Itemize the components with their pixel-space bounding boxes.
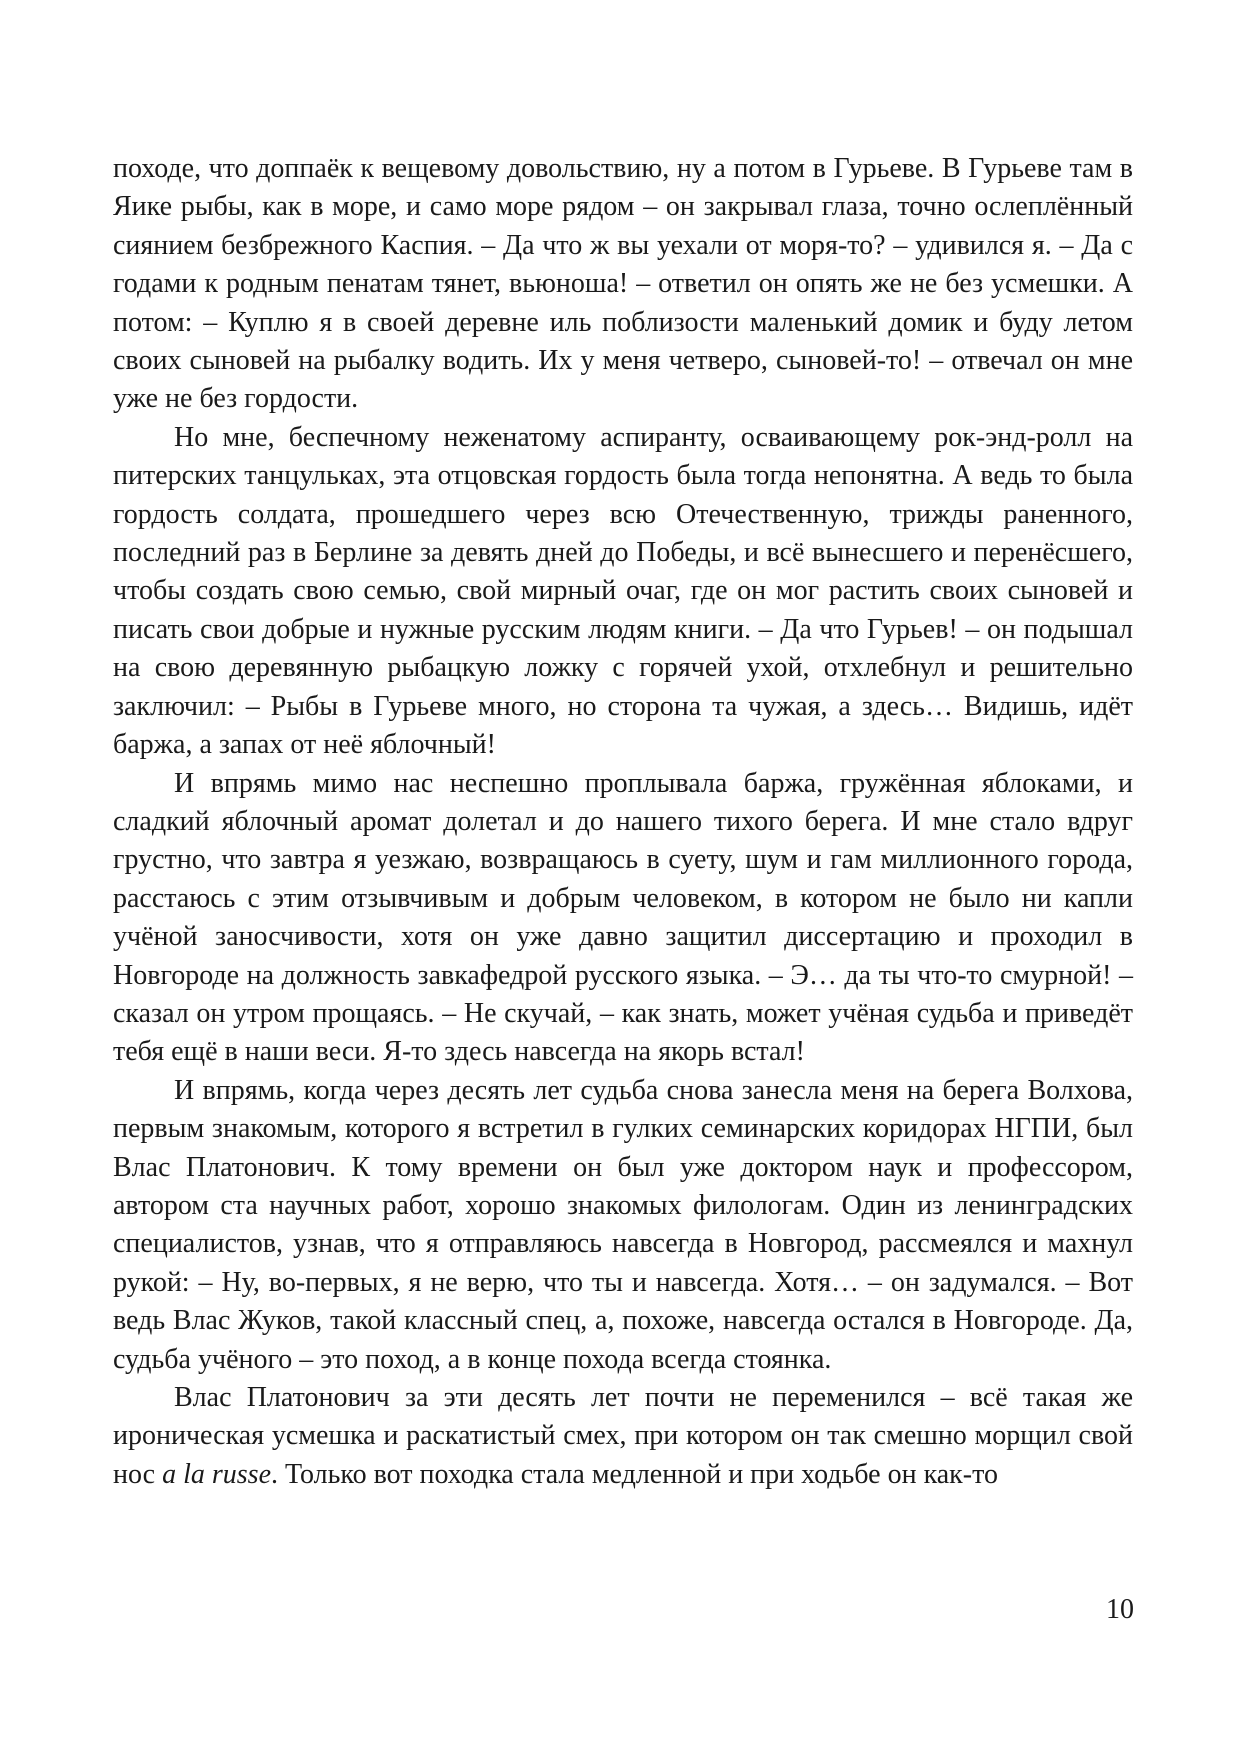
page-number: 10 <box>1106 1594 1134 1625</box>
page-body <box>113 150 1133 1494</box>
paragraph: Но мне, беспечному неженатому аспиранту, осваивающему рок-энд-ролл на питерских танцульках, эта отцовская гордость была тогда непонятна. А ведь то была гордость солдата, прошедшего через всю Отечественную, трижды раненного, последний раз в Берлине за девять дней до Победы, и всё вынесшего и перенёсшего, чтобы создать свою семью, свой мирный очаг, где он мог растить своих сыновей и писать свои добрые и нужные русским людям книги. – Да что Гурьев! – он подышал на свою деревянную рыбацкую ложку с горячей ухой, отхлебнул и решительно заключил: – Рыбы в Гурьеве много, но сторона та чужая, а здесь… Видишь, идёт баржа, а запах от неё яблочный! <box>113 421 1133 761</box>
paragraph-text: Влас Платонович за эти десять лет почти не переменился – всё такая же ироническая усмешка и раскатистый смех, при котором он так смешно морщил свой нос <box>113 1382 1133 1490</box>
paragraph <box>113 1379 1133 1494</box>
paragraph-text: . Только вот походка стала медленной и при ходьбе он как-то <box>271 1458 998 1490</box>
italic-phrase: a la russe <box>162 1458 272 1490</box>
paragraph: И впрямь, когда через десять лет судьба снова занесла меня на берега Волхова, первым знакомым, которого я встретил в гулких семинарских коридорах НГПИ, был Влас Платонович. К тому времени он был уже доктором наук и профессором, автором ста научных работ, хорошо знакомых филологам. Один из ленинградских специалистов, узнав, что я отправляюсь навсегда в Новгород, рассмеялся и махнул рукой: – Ну, во-первых, я не верю, что ты и навсегда. Хотя… – он задумался. – Вот ведь Влас Жуков, такой классный спец, а, похоже, навсегда остался в Новгороде. Да, судьба учёного – это поход, а в конце похода всегда стоянка. <box>113 1074 1133 1375</box>
paragraph: походе, что доппаёк к вещевому довольствию, ну а потом в Гурьеве. В Гурьеве там в Яике рыбы, как в море, и само море рядом – он закрывал глаза, точно ослеплённый сиянием безбрежного Каспия. – Да что ж вы уехали от моря-то? – удивился я. – Да с годами к родным пенатам тянет, вьюноша! – ответил он опять же не без усмешки. А потом: – Куплю я в своей деревне иль поблизости маленький домик и буду летом своих сыновей на рыбалку водить. Их у меня четверо, сыновей-то! – отвечал он мне уже не без гордости. <box>113 153 1133 415</box>
paragraph: И впрямь мимо нас неспешно проплывала баржа, гружённая яблоками, и сладкий яблочный аромат долетал и до нашего тихого берега. И мне стало вдруг грустно, что завтра я уезжаю, возвращаюсь в суету, шум и гам миллионного города, расстаюсь с этим отзывчивым и добрым человеком, в котором не было ни капли учёной заносчивости, хотя он уже давно защитил диссертацию и проходил в Новгороде на должность завкафедрой русского языка. – Э… да ты что-то смурной! – сказал он утром прощаясь. – Не скучай, – как знать, может учёная судьба и приведёт тебя ещё в наши веси. Я-то здесь навсегда на якорь встал! <box>113 767 1133 1068</box>
